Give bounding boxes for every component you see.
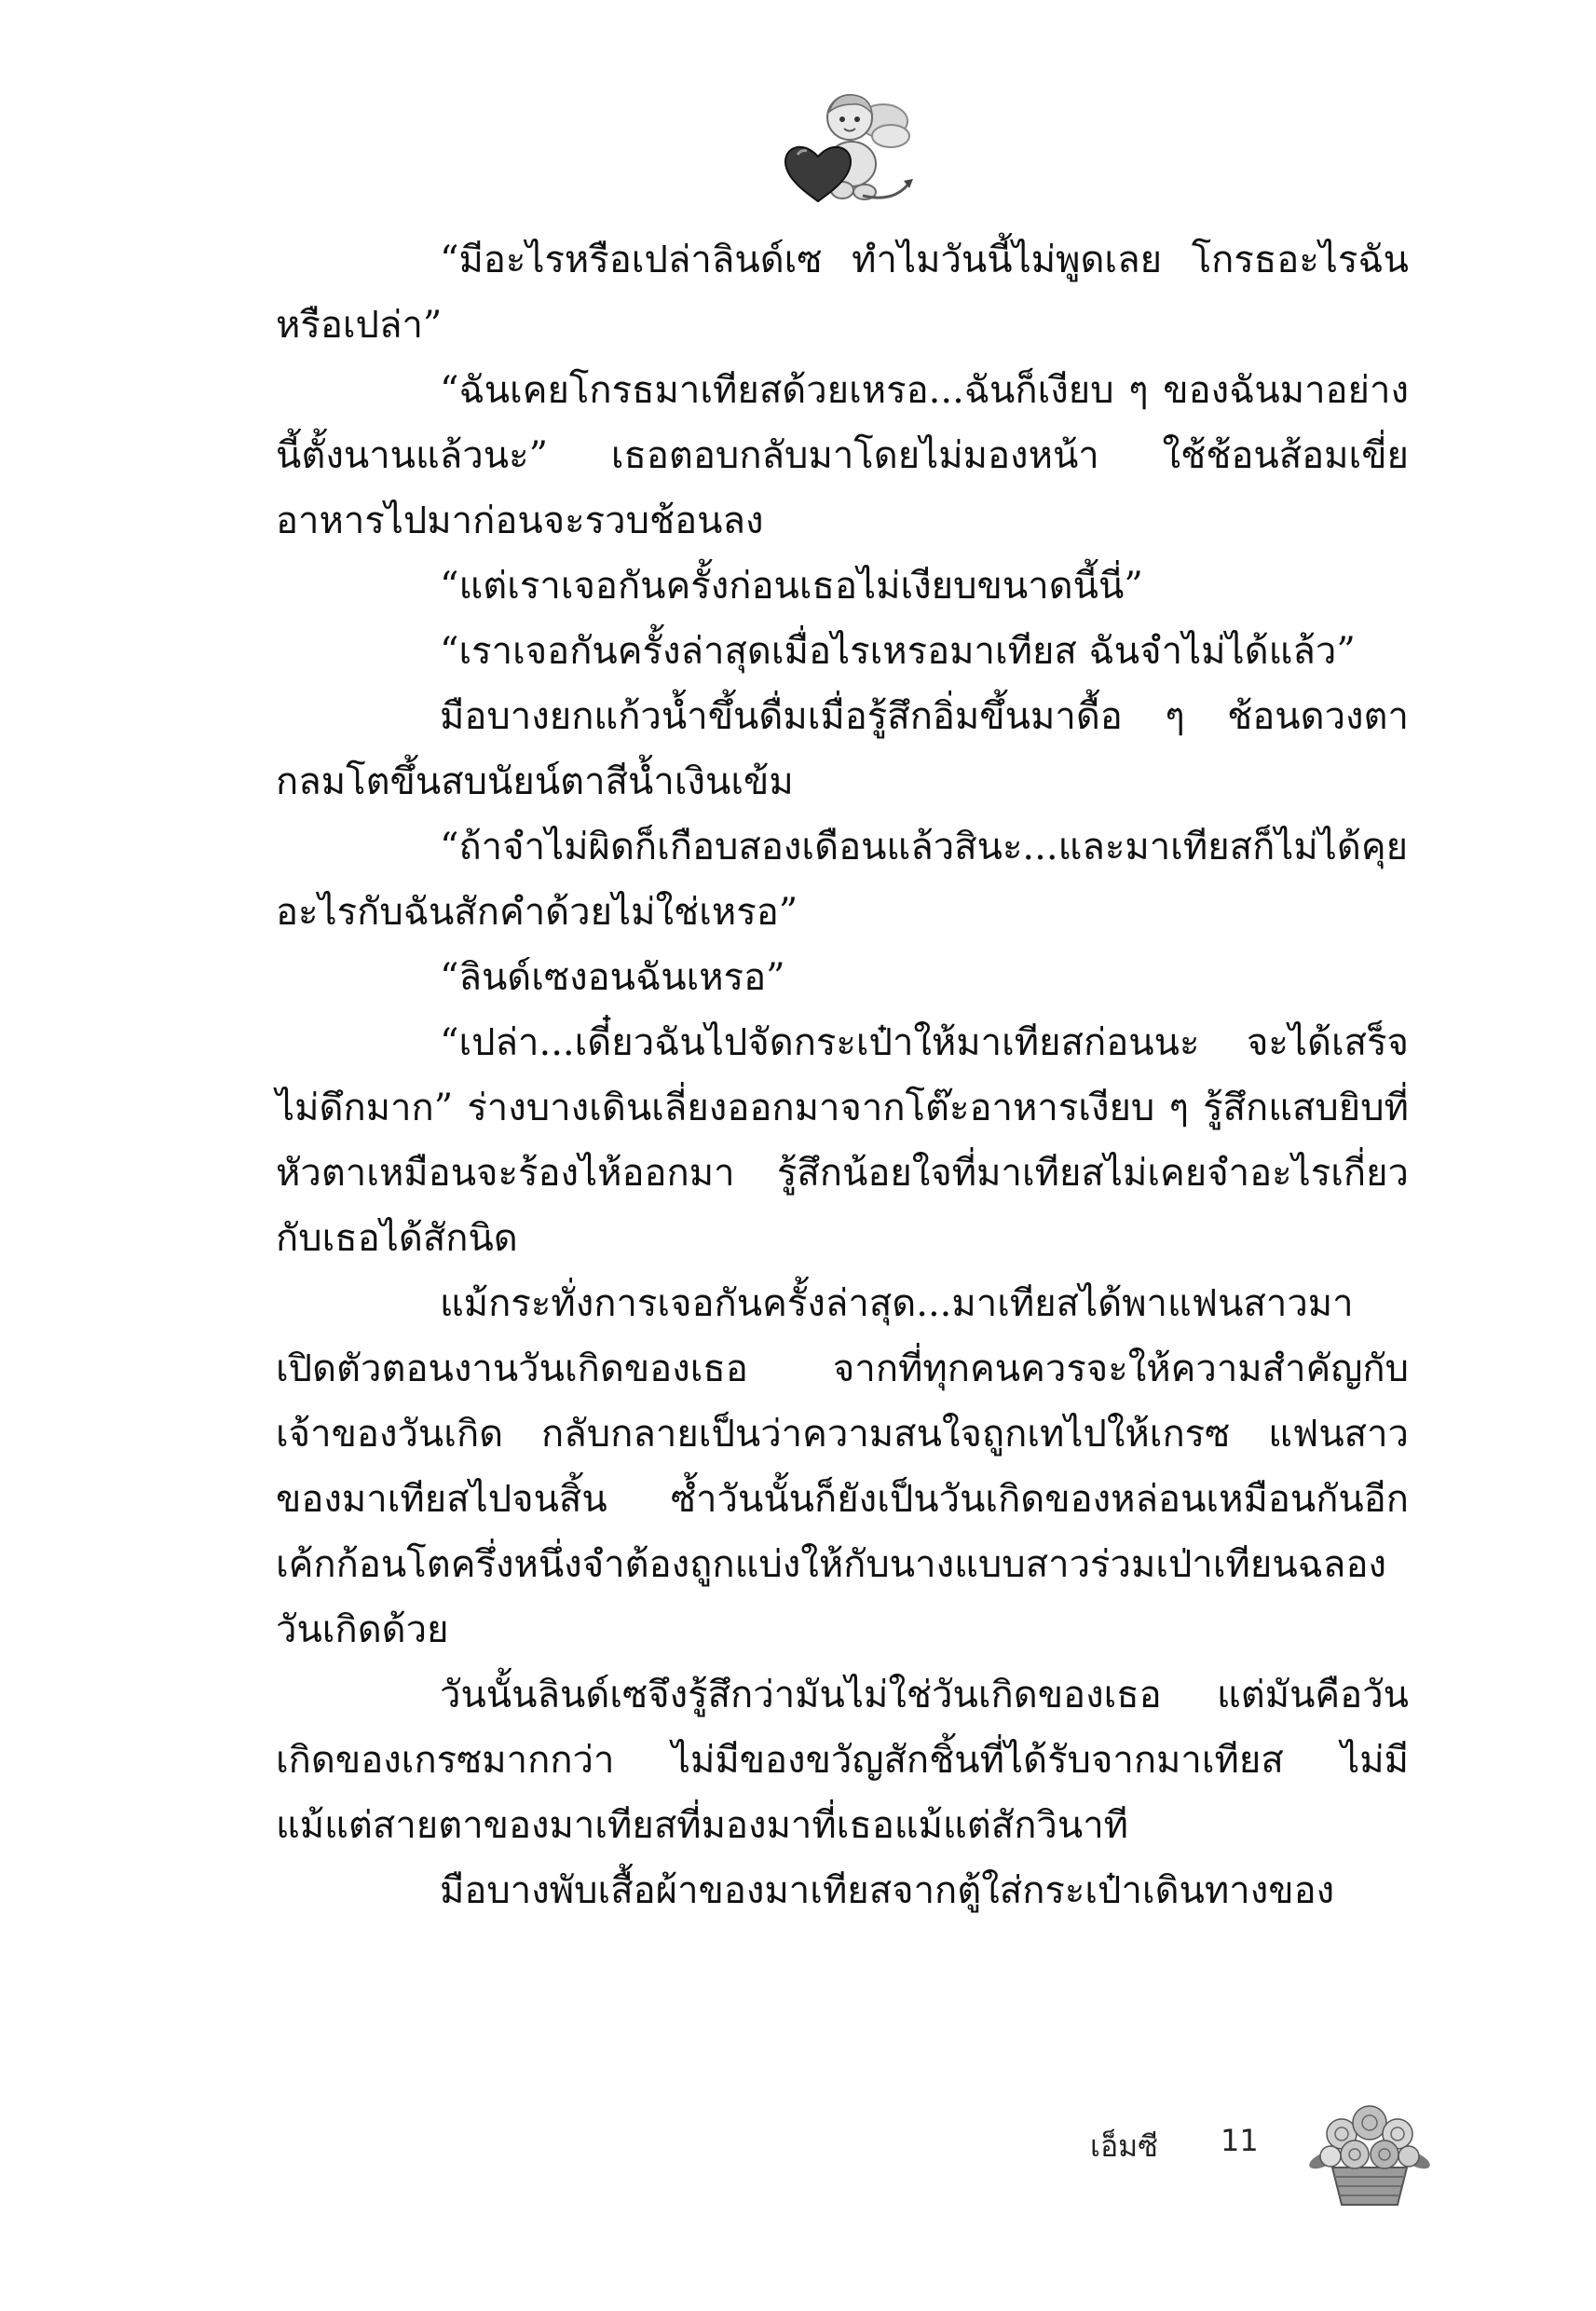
publisher-label: เอ็มซี — [1090, 2128, 1158, 2164]
paragraph: มือบางยกแก้วน้ำขึ้นดื่มเมื่อรู้สึกอิ่มขึ้นมาดื้อ ๆ ช้อนดวงตากลมโตขึ้นสบนัยน์ตาสีน้ำเงินเข้ม — [276, 695, 1409, 803]
body-text — [276, 227, 1409, 1923]
paragraph: แม้กระทั่งการเจอกันครั้งล่าสุด...มาเทียสได้พาแฟนสาวมาเปิดตัวตอนงานวันเกิดของเธอ จากที่ทุกคนควรจะให้ความสำคัญกับเจ้าของวันเกิด กลับกลายเป็นว่าความสนใจถูกเทไปให้เกรซ แฟนสาวของมาเทียสไปจนสิ้น ซ้ำวันนั้นก็ยังเป็นวันเกิดของหล่อนเหมือนกันอีก เค้กก้อนโตครึ่งหนึ่งจำต้องถูกแบ่งให้กับนางแบบสาวร่วมเป่าเทียนฉลองวันเกิดด้วย — [276, 1282, 1409, 1651]
paragraph: “ลินด์เซงอนฉันเหรอ” — [440, 956, 785, 999]
page-number: 11 — [1221, 2123, 1259, 2158]
paragraph: “ถ้าจำไม่ผิดก็เกือบสองเดือนแล้วสินะ...และมาเทียสก็ไม่ได้คุยอะไรกับฉันสักคำด้วยไม่ใช่เหรอ” — [276, 826, 1409, 934]
cupid-with-heart-icon — [773, 84, 922, 214]
page-footer — [1071, 2095, 1435, 2207]
paragraph: “แต่เราเจอกันครั้งก่อนเธอไม่เงียบขนาดนี้นี่” — [440, 565, 1143, 608]
paragraph: “ฉันเคยโกรธมาเทียสด้วยเหรอ...ฉันก็เงียบ ๆ ของฉันมาอย่างนี้ตั้งนานแล้วนะ” เธอตอบกลับมาโดยไม่มองหน้า ใช้ช้อนส้อมเขี่ยอาหารไปมาก่อนจะรวบช้อนลง — [276, 369, 1409, 542]
paragraph: วันนั้นลินด์เซจึงรู้สึกว่ามันไม่ใช่วันเกิดของเธอ แต่มันคือวันเกิดของเกรซมากกว่า ไม่มีของขวัญสักชิ้นที่ได้รับจากมาเทียส ไม่มีแม้แต่สายตาของมาเทียสที่มองมาที่เธอแม้แต่สักวินาที — [276, 1674, 1409, 1847]
flower-bouquet-icon — [1304, 2085, 1435, 2216]
paragraph: “เปล่า...เดี๋ยวฉันไปจัดกระเป๋าให้มาเทียสก่อนนะ จะได้เสร็จไม่ดึกมาก” ร่างบางเดินเลี่ยงออกมาจากโต๊ะอาหารเงียบ ๆ รู้สึกแสบยิบที่หัวตาเหมือนจะร้องไห้ออกมา รู้สึกน้อยใจที่มาเทียสไม่เคยจำอะไรเกี่ยวกับเธอได้สักนิด — [276, 1021, 1409, 1260]
paragraph: มือบางพับเสื้อผ้าของมาเทียสจากตู้ใส่กระเป๋าเดินทางของ — [440, 1869, 1335, 1912]
paragraph: “มีอะไรหรือเปล่าลินด์เซ ทำไมวันนี้ไม่พูดเลย โกรธอะไรฉันหรือเปล่า” — [276, 239, 1409, 347]
paragraph: “เราเจอกันครั้งล่าสุดเมื่อไรเหรอมาเทียส ฉันจำไม่ได้แล้ว” — [440, 630, 1356, 673]
